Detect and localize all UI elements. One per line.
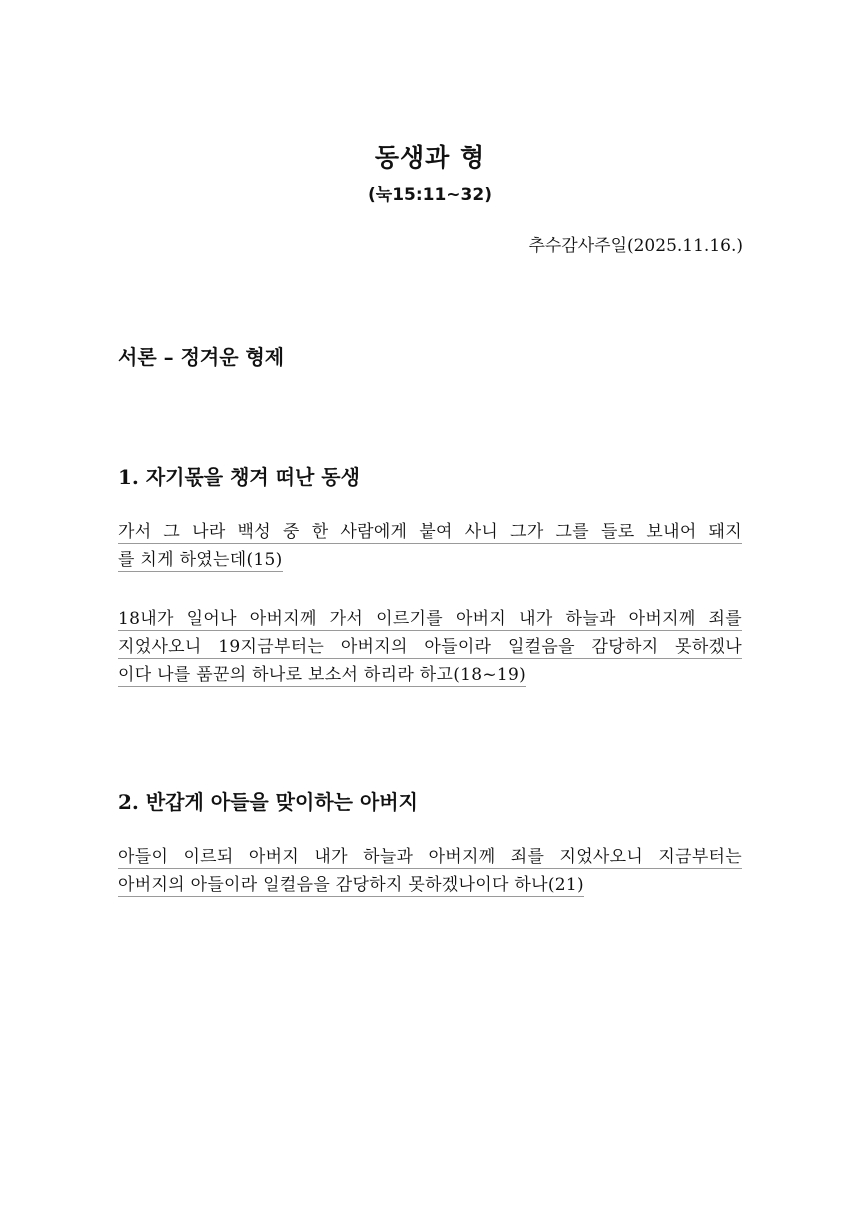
intro-heading: 서론 – 정겨운 형제 xyxy=(118,345,285,369)
sermon-title: 동생과 형 xyxy=(374,143,486,172)
quote-line: 이다 나를 품꾼의 하나로 보소서 하리라 하고(18~19) xyxy=(118,665,527,685)
quote-line: 를 치게 하였는데(15) xyxy=(118,550,283,570)
quote-line: 아버지의 아들이라 일컬음을 감당하지 못하겠나이다 하나(21) xyxy=(118,875,584,895)
quote-line: 가서 그 나라 백성 중 한 사람에게 붙여 사니 그가 그를 들로 보내어 돼지 xyxy=(118,522,742,542)
section-2-quote-1 xyxy=(118,846,742,902)
scripture-reference: (눅15:11~32) xyxy=(368,185,492,205)
quote-line: 아들이 이르되 아버지 내가 하늘과 아버지께 죄를 지었사오니 지금부터는 xyxy=(118,847,742,867)
section-1-quote-1 xyxy=(118,521,742,577)
sermon-date: 추수감사주일(2025.11.16.) xyxy=(528,236,743,256)
quote-line: 18내가 일어나 아버지께 가서 이르기를 아버지 내가 하늘과 아버지께 죄를 xyxy=(118,609,742,629)
section-1-heading: 1. 자기몫을 챙겨 떠난 동생 xyxy=(118,465,360,489)
section-1-quote-2 xyxy=(118,608,742,692)
quote-line: 지었사오니 19지금부터는 아버지의 아들이라 일컬음을 감당하지 못하겠나 xyxy=(118,637,742,657)
section-2-heading: 2. 반갑게 아들을 맞이하는 아버지 xyxy=(118,790,418,814)
